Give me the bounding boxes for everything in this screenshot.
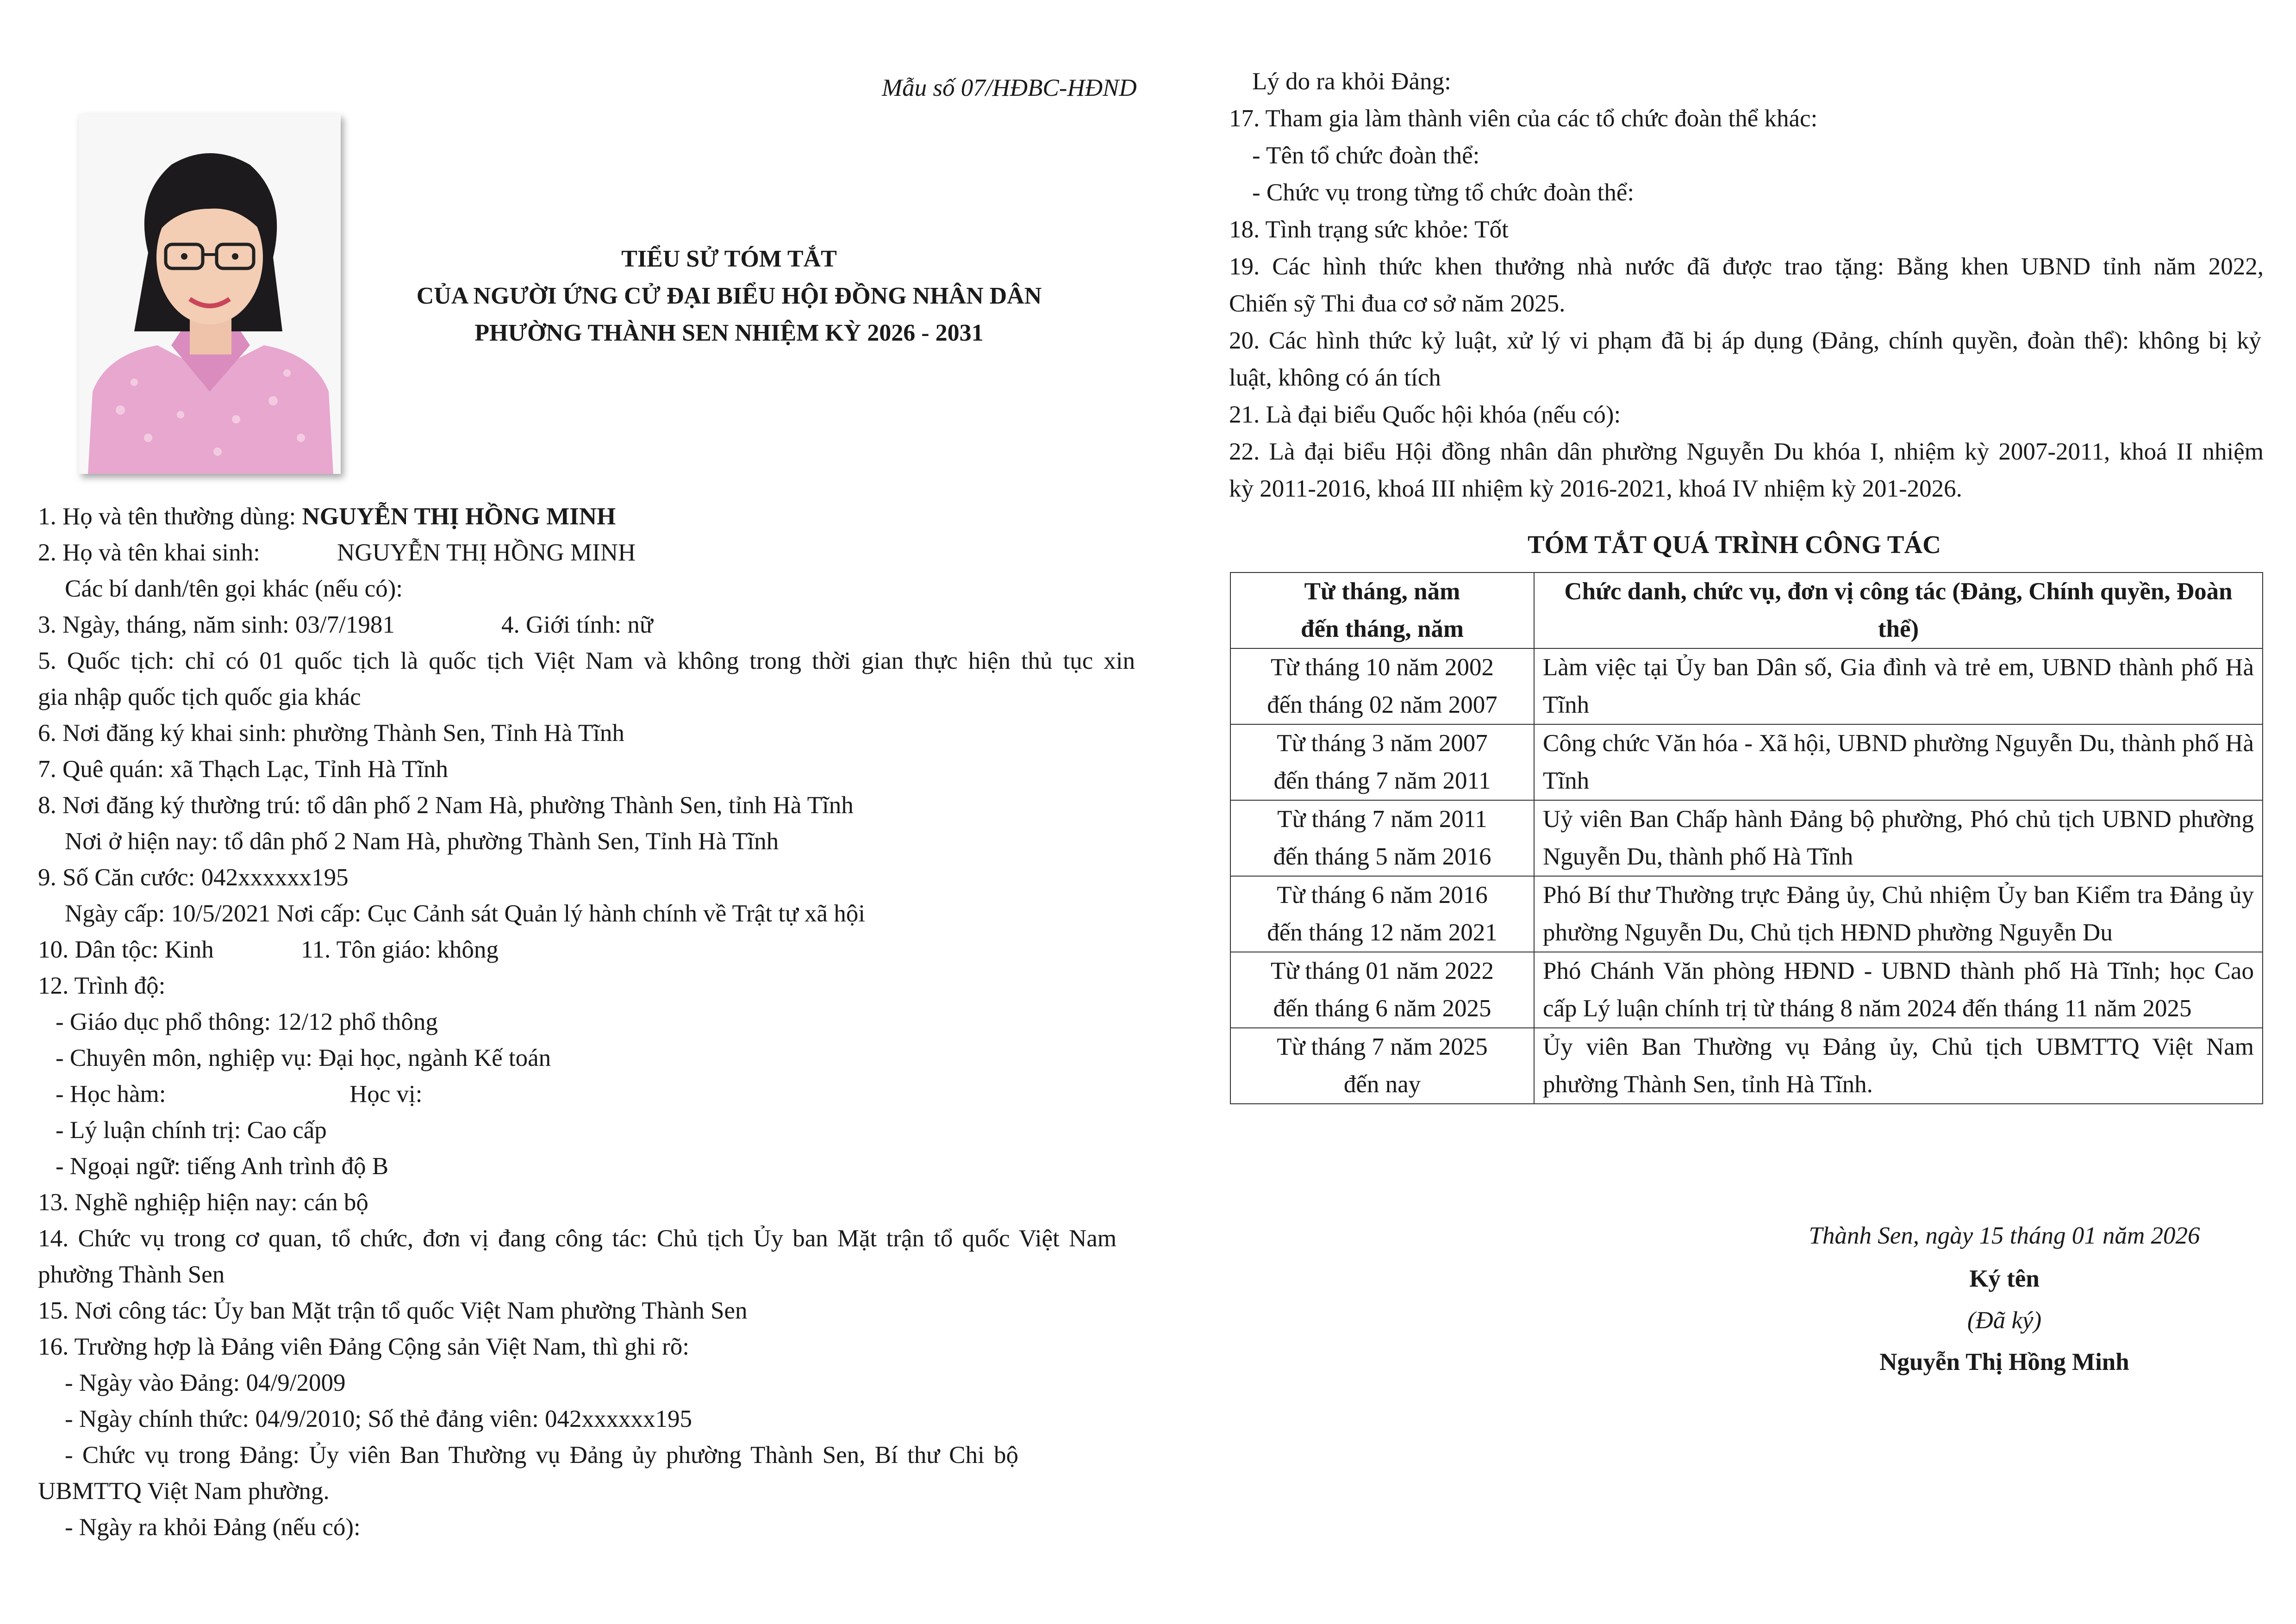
period-cell	[1230, 800, 1534, 876]
portrait-photo	[79, 114, 341, 474]
period-cell	[1230, 724, 1534, 800]
field-common-name	[38, 504, 616, 529]
work-history-title: TÓM TẮT QUÁ TRÌNH CÔNG TÁC	[1528, 530, 1941, 559]
table-row	[1230, 724, 2263, 800]
signatory-name: Nguyễn Thị Hồng Minh	[1879, 1349, 2129, 1375]
field-position-line2: phường Thành Sen	[38, 1261, 225, 1288]
field-degree: Học vị:	[349, 1081, 423, 1108]
period-to: đến tháng 7 năm 2011	[1273, 767, 1491, 794]
field-party-leave-reason: Lý do ra khỏi Đảng:	[1252, 68, 1451, 95]
field-workplace: 15. Nơi công tác: Ủy ban Mặt trận tổ quốc Việt Nam phường Thành Sen	[38, 1297, 748, 1324]
form-number: Mẫu số 07/HĐBC-HĐND	[882, 75, 1137, 101]
signature-place-date: Thành Sen, ngày 15 tháng 01 năm 2026	[1809, 1222, 2200, 1249]
field-education-heading: 12. Trình độ:	[38, 972, 166, 999]
table-row	[1230, 952, 2263, 1028]
field-discipline-line1: 20. Các hình thức kỷ luật, xử lý vi phạm đã bị áp dụng (Đảng, chính quyền, đoàn thể): không bị kỷ	[1229, 327, 2261, 354]
table-row	[1230, 800, 2263, 876]
field-council-line2: kỳ 2011-2016, khoá III nhiệm kỳ 2016-2021, khoá IV nhiệm kỳ 201-2026.	[1229, 475, 1962, 502]
field-hometown: 7. Quê quán: xã Thạch Lạc, Tỉnh Hà Tĩnh	[38, 756, 449, 783]
period-to: đến tháng 02 năm 2007	[1267, 691, 1497, 718]
field-organizations-heading: 17. Tham gia làm thành viên của các tổ chức đoàn thể khác:	[1229, 105, 1818, 132]
position-cell: Ủy viên Ban Thường vụ Đảng ủy, Chủ tịch UBMTTQ Việt Nam phường Thành Sen, tỉnh Hà Tĩnh.	[1534, 1028, 2263, 1104]
field-party-leave-date: - Ngày ra khỏi Đảng (nếu có):	[65, 1514, 361, 1541]
field-organization-name: - Tên tổ chức đoàn thể:	[1252, 142, 1480, 169]
position-cell: Công chức Văn hóa - Xã hội, UBND phường Nguyễn Du, thành phố Hà Tĩnh	[1534, 724, 2263, 800]
period-cell	[1230, 1028, 1534, 1104]
field-party-position-line2: UBMTTQ Việt Nam phường.	[38, 1478, 330, 1505]
field-occupation: 13. Nghề nghiệp hiện nay: cán bộ	[38, 1189, 368, 1216]
field-id-issue: Ngày cấp: 10/5/2021 Nơi cấp: Cục Cảnh sát Quản lý hành chính về Trật tự xã hội	[65, 900, 865, 927]
doc-title-line2: CỦA NGƯỜI ỨNG CỬ ĐẠI BIỂU HỘI ĐỒNG NHÂN DÂN	[416, 283, 1042, 309]
field-party-official-date: - Ngày chính thức: 04/9/2010; Số thẻ đảng viên: 042xxxxxx195	[65, 1406, 693, 1432]
field-religion: 11. Tôn giáo: không	[301, 936, 499, 963]
period-from: Từ tháng 7 năm 2025	[1277, 1033, 1488, 1060]
common-name-value: NGUYỄN THỊ HỒNG MINH	[302, 503, 616, 530]
field-permanent-residence: 8. Nơi đăng ký thường trú: tổ dân phố 2 Nam Hà, phường Thành Sen, tỉnh Hà Tĩnh	[38, 792, 854, 819]
field-ethnicity: 10. Dân tộc: Kinh	[38, 936, 214, 963]
field-health: 18. Tình trạng sức khỏe: Tốt	[1229, 216, 1509, 243]
field-current-residence: Nơi ở hiện nay: tổ dân phố 2 Nam Hà, phường Thành Sen, Tỉnh Hà Tĩnh	[65, 828, 779, 855]
field-birth-registration: 6. Nơi đăng ký khai sinh: phường Thành Sen, Tỉnh Hà Tĩnh	[38, 720, 624, 747]
period-from: Từ tháng 01 năm 2022	[1270, 958, 1494, 984]
field-aliases: Các bí danh/tên gọi khác (nếu có):	[65, 575, 403, 602]
field-awards-line1: 19. Các hình thức khen thưởng nhà nước đã được trao tặng: Bằng khen UBND tỉnh năm 2022,	[1229, 253, 2264, 280]
field-gender: 4. Giới tính: nữ	[501, 611, 653, 638]
field-party-join-date: - Ngày vào Đảng: 04/9/2009	[65, 1369, 346, 1396]
period-to: đến tháng 12 năm 2021	[1267, 919, 1497, 946]
field-dob: 3. Ngày, tháng, năm sinh: 03/7/1981	[38, 611, 395, 638]
field-nationality-line1: 5. Quốc tịch: chỉ có 01 quốc tịch là quốc tịch Việt Nam và không trong thời gian thực hiện thủ tục xin	[38, 647, 1135, 674]
period-from: Từ tháng 10 năm 2002	[1270, 654, 1494, 681]
header-period	[1230, 572, 1534, 648]
period-from: Từ tháng 3 năm 2007	[1277, 730, 1488, 757]
field-organization-role: - Chức vụ trong từng tổ chức đoàn thể:	[1252, 179, 1635, 206]
position-cell: Phó Chánh Văn phòng HĐND - UBND thành phố Hà Tĩnh; học Cao cấp Lý luận chính trị từ tháng 8 năm 2024 đến tháng 11 năm 2025	[1534, 952, 2263, 1028]
period-to: đến tháng 5 năm 2016	[1273, 843, 1491, 870]
table-row	[1230, 876, 2263, 952]
field-birth-name-label: 2. Họ và tên khai sinh:	[38, 539, 260, 566]
field-id-number: 9. Số Căn cước: 042xxxxxx195	[38, 864, 349, 891]
field-nationality-line2: gia nhập quốc tịch quốc gia khác	[38, 684, 361, 710]
field-professional: - Chuyên môn, nghiệp vụ: Đại học, ngành Kế toán	[56, 1045, 551, 1071]
table-header-row	[1230, 572, 2263, 648]
field-general-education: - Giáo dục phổ thông: 12/12 phổ thông	[56, 1008, 438, 1035]
period-cell	[1230, 648, 1534, 724]
doc-title-line1: TIỂU SỬ TÓM TẮT	[621, 246, 837, 272]
field-political-theory: - Lý luận chính trị: Cao cấp	[56, 1117, 327, 1144]
header-period-line1: Từ tháng, năm	[1304, 578, 1460, 605]
field-council-line1: 22. Là đại biểu Hội đồng nhân dân phường Nguyễn Du khóa I, nhiệm kỳ 2007-2011, khoá II nhiệm	[1229, 438, 2264, 465]
period-cell	[1230, 952, 1534, 1028]
field-academic-title: - Học hàm:	[56, 1081, 166, 1108]
field-position-line1: 14. Chức vụ trong cơ quan, tổ chức, đơn vị đang công tác: Chủ tịch Ủy ban Mặt trận tổ quốc Việt Nam	[38, 1225, 1117, 1252]
table-row	[1230, 648, 2263, 724]
period-from: Từ tháng 6 năm 2016	[1277, 882, 1488, 908]
period-to: đến tháng 6 năm 2025	[1273, 995, 1491, 1022]
header-position: Chức danh, chức vụ, đơn vị công tác (Đảng, Chính quyền, Đoàn thể)	[1534, 572, 2263, 648]
field-foreign-language: - Ngoại ngữ: tiếng Anh trình độ B	[56, 1153, 389, 1180]
period-cell	[1230, 876, 1534, 952]
field-label: 1. Họ và tên thường dùng:	[38, 503, 302, 530]
field-birth-name-value: NGUYỄN THỊ HỒNG MINH	[337, 539, 636, 566]
period-to: đến nay	[1343, 1071, 1421, 1098]
field-discipline-line2: luật, không có án tích	[1229, 364, 1441, 391]
field-party-position-line1: - Chức vụ trong Đảng: Ủy viên Ban Thường vụ Đảng ủy phường Thành Sen, Bí thư Chi bộ	[65, 1442, 1018, 1468]
field-national-assembly: 21. Là đại biểu Quốc hội khóa (nếu có):	[1229, 401, 1621, 428]
work-history-table	[1230, 572, 2263, 1104]
position-cell: Làm việc tại Ủy ban Dân số, Gia đình và trẻ em, UBND thành phố Hà Tĩnh	[1534, 648, 2263, 724]
position-cell: Uỷ viên Ban Chấp hành Đảng bộ phường, Phó chủ tịch UBND phường Nguyễn Du, thành phố Hà Tĩnh	[1534, 800, 2263, 876]
header-period-line2: đến tháng, năm	[1301, 616, 1464, 642]
signed-note: (Đã ký)	[1967, 1307, 2042, 1334]
position-cell: Phó Bí thư Thường trực Đảng ủy, Chủ nhiệm Ủy ban Kiểm tra Đảng ủy phường Nguyễn Du, Chủ tịch HĐND phường Nguyễn Du	[1534, 876, 2263, 952]
field-party-heading: 16. Trường hợp là Đảng viên Đảng Cộng sản Việt Nam, thì ghi rõ:	[38, 1333, 690, 1360]
signature-label: Ký tên	[1969, 1265, 2040, 1292]
doc-title-line3: PHƯỜNG THÀNH SEN NHIỆM KỲ 2026 - 2031	[474, 320, 984, 346]
period-from: Từ tháng 7 năm 2011	[1277, 806, 1487, 833]
table-row	[1230, 1028, 2263, 1104]
field-awards-line2: Chiến sỹ Thi đua cơ sở năm 2025.	[1229, 290, 1566, 317]
